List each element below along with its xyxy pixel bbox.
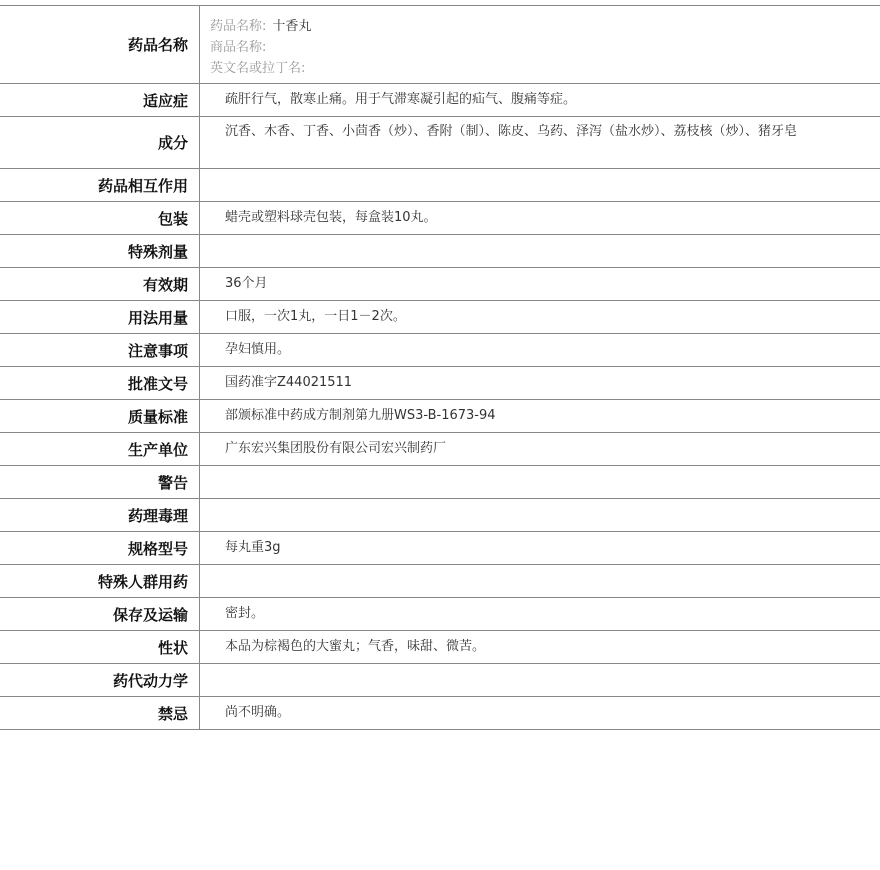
row-special-populations [0, 565, 880, 598]
row-value [200, 565, 880, 597]
row-label: 药理毒理 [0, 499, 200, 531]
row-drug-name [0, 6, 880, 84]
row-label: 警告 [0, 466, 200, 498]
row-label: 禁忌 [0, 697, 200, 729]
row-pharmacology [0, 499, 880, 532]
row-packaging [0, 202, 880, 235]
row-value: 国药准字Z44021511 [225, 375, 353, 390]
generic-name-value: 十香丸 [272, 19, 312, 34]
row-value: 蜡壳或塑料球壳包装，每盒装10丸。 [225, 210, 437, 225]
row-value [200, 235, 880, 267]
row-value [200, 664, 880, 696]
row-value [200, 169, 880, 201]
row-pharmacokinetics [0, 664, 880, 697]
row-special-dosage [0, 235, 880, 268]
generic-name-key: 药品名称: [210, 19, 267, 34]
row-specification [0, 532, 880, 565]
row-value: 口服，一次1丸，一日1－2次。 [225, 309, 406, 324]
row-label: 适应症 [0, 84, 200, 116]
row-storage [0, 598, 880, 631]
row-dosage [0, 301, 880, 334]
row-label: 特殊剂量 [0, 235, 200, 267]
row-label: 规格型号 [0, 532, 200, 564]
trade-name-key: 商品名称: [210, 40, 267, 55]
row-label: 药品相互作用 [0, 169, 200, 201]
row-value: 密封。 [225, 606, 265, 621]
row-label: 批准文号 [0, 367, 200, 399]
row-ingredients [0, 117, 880, 169]
row-label: 包装 [0, 202, 200, 234]
row-label: 药品名称 [0, 6, 200, 83]
row-value: 广东宏兴集团股份有限公司宏兴制药厂 [225, 441, 447, 456]
row-label: 成分 [0, 117, 200, 168]
row-label: 性状 [0, 631, 200, 663]
latin-name-key: 英文名或拉丁名: [210, 61, 306, 76]
generic-name-line [210, 16, 800, 37]
row-warning [0, 466, 880, 499]
row-indications [0, 84, 880, 117]
row-label: 保存及运输 [0, 598, 200, 630]
row-label: 生产单位 [0, 433, 200, 465]
row-label: 特殊人群用药 [0, 565, 200, 597]
row-value: 本品为棕褐色的大蜜丸；气香，味甜、微苦。 [225, 639, 486, 654]
row-interactions [0, 169, 880, 202]
row-contraindications [0, 697, 880, 730]
row-shelf-life [0, 268, 880, 301]
row-label: 有效期 [0, 268, 200, 300]
row-value [200, 499, 880, 531]
row-manufacturer [0, 433, 880, 466]
latin-name-line [210, 58, 800, 79]
row-label: 注意事项 [0, 334, 200, 366]
row-value: 部颁标准中药成方制剂第九册WS3-B-1673-94 [225, 408, 496, 423]
row-value: 每丸重3g [225, 540, 281, 555]
drug-info-table [0, 5, 880, 730]
row-value: 沉香、木香、丁香、小茴香（炒）、香附（制）、陈皮、乌药、泽泻（盐水炒）、荔枝核（炒）、猪牙皂 [225, 124, 798, 139]
row-label: 质量标准 [0, 400, 200, 432]
row-label: 用法用量 [0, 301, 200, 333]
row-label: 药代动力学 [0, 664, 200, 696]
row-value: 36个月 [225, 276, 268, 291]
row-value: 疏肝行气，散寒止痛。用于气滞寒凝引起的疝气、腹痛等症。 [225, 92, 577, 107]
row-approval-number [0, 367, 880, 400]
row-quality-standard [0, 400, 880, 433]
drug-names-cell [200, 6, 880, 83]
row-description [0, 631, 880, 664]
trade-name-line [210, 37, 800, 58]
row-precautions [0, 334, 880, 367]
row-value: 尚不明确。 [225, 705, 291, 720]
row-value [200, 466, 880, 498]
row-value: 孕妇慎用。 [225, 342, 291, 357]
